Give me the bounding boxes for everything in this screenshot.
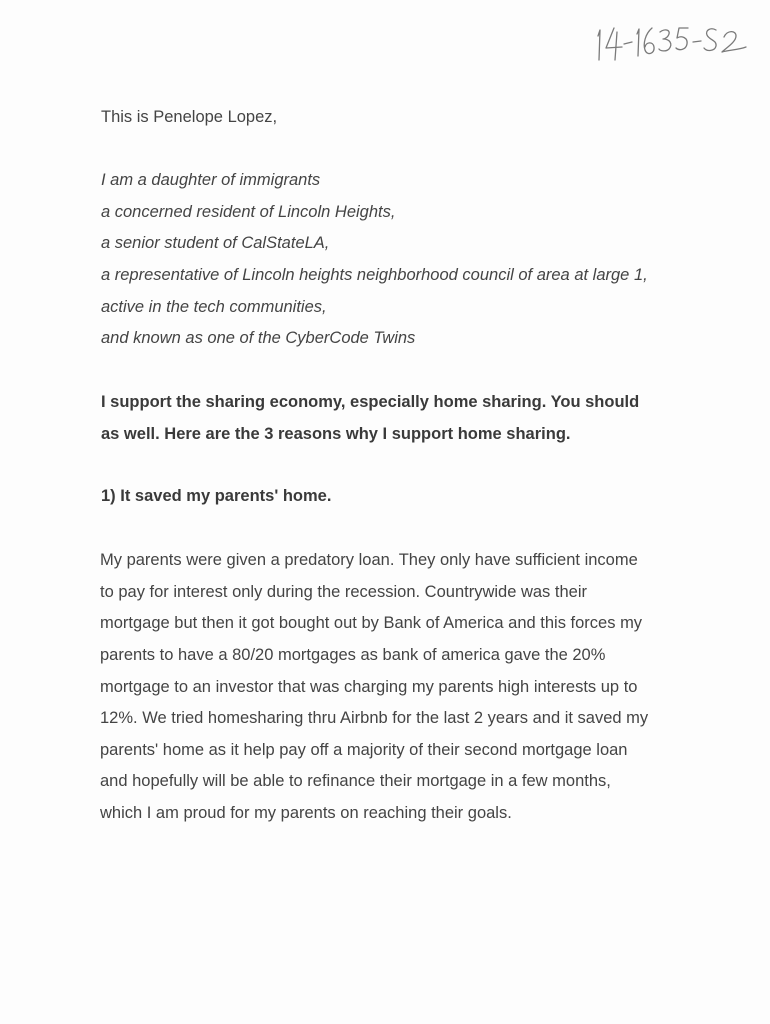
paragraph-line: and hopefully will be able to refinance their mortgage in a few months, xyxy=(100,772,611,790)
greeting-line: This is Penelope Lopez, xyxy=(101,108,278,126)
intro-line: a concerned resident of Lincoln Heights, xyxy=(101,203,396,221)
paragraph-line: mortgage to an investor that was charging my parents high interests up to xyxy=(100,678,638,696)
paragraph-line: which I am proud for my parents on reaching their goals. xyxy=(100,804,512,822)
intro-line: and known as one of the CyberCode Twins xyxy=(101,329,416,347)
paragraph-line: 12%. We tried homesharing thru Airbnb for the last 2 years and it saved my xyxy=(100,709,649,727)
intro-line: a representative of Lincoln heights neighborhood council of area at large 1, xyxy=(101,266,648,284)
intro-line: active in the tech communities, xyxy=(101,298,327,316)
paragraph-line: parents to have a 80/20 mortgages as bank of america gave the 20% xyxy=(100,646,606,664)
support-line: as well. Here are the 3 reasons why I support home sharing. xyxy=(101,425,571,443)
support-line: I support the sharing economy, especially home sharing. You should xyxy=(101,393,640,411)
intro-line: I am a daughter of immigrants xyxy=(101,171,321,189)
handwritten-reference-drawing xyxy=(590,14,750,64)
handwritten-reference-number xyxy=(590,14,750,64)
paragraph-line: mortgage but then it got bought out by Bank of America and this forces my xyxy=(100,614,643,632)
paragraph-line: parents' home as it help pay off a majority of their second mortgage loan xyxy=(100,741,628,759)
intro-line: a senior student of CalStateLA, xyxy=(101,234,330,252)
reason-heading-line: 1) It saved my parents' home. xyxy=(101,487,332,505)
paragraph-line: to pay for interest only during the recession. Countrywide was their xyxy=(100,583,587,601)
paragraph-line: My parents were given a predatory loan. They only have sufficient income xyxy=(100,551,638,569)
